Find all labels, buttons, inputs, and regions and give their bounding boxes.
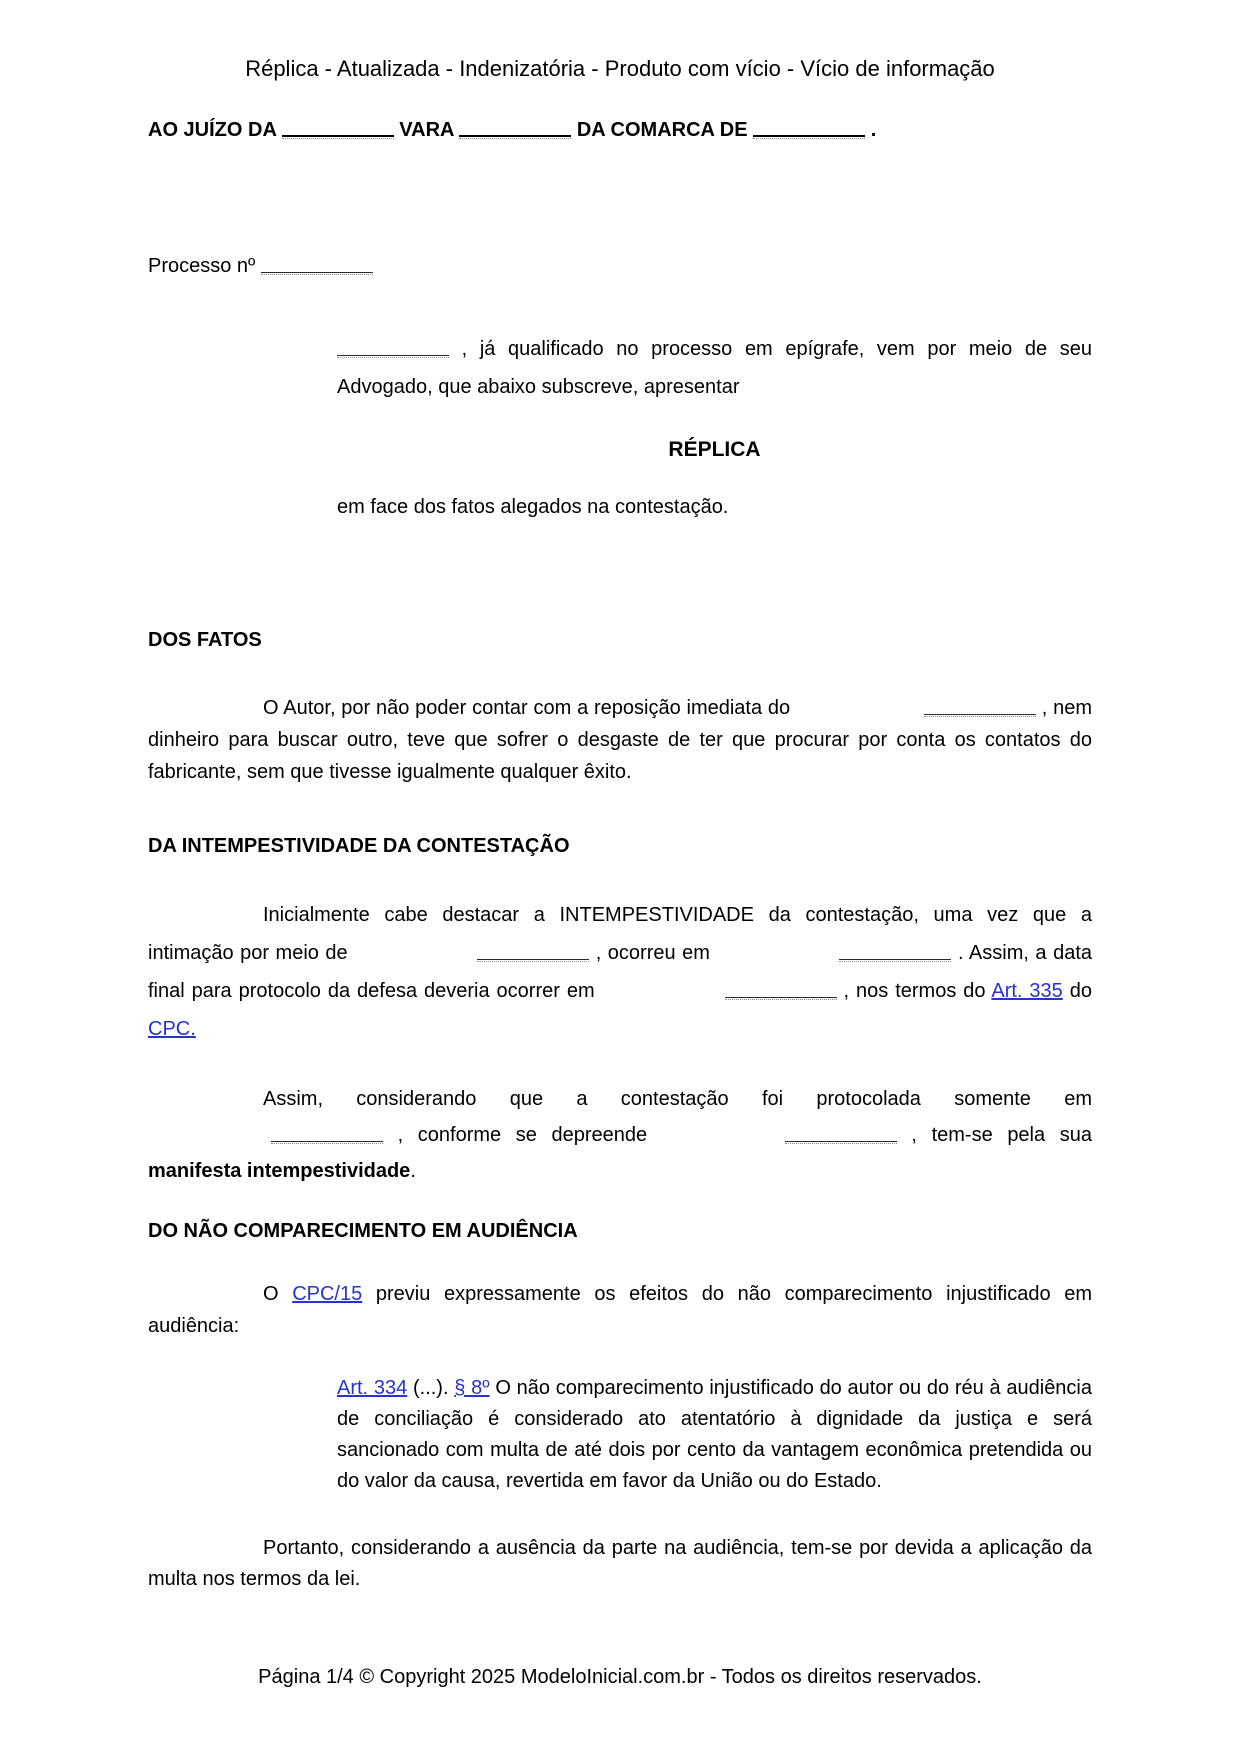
conclusion-text-4: .: [410, 1160, 416, 1182]
link-art-334[interactable]: Art. 334: [337, 1377, 408, 1399]
untimeliness-text-4: , nos termos do: [836, 980, 992, 1002]
link-art-335[interactable]: Art. 335: [991, 980, 1063, 1002]
conclusion-text-2: , conforme se depreende: [383, 1124, 662, 1146]
comarca-name-blank[interactable]: [753, 120, 865, 141]
quote-text-2: O não comparecimento injustificado do autor ou do réu à audiência de conciliação é considerado ato atentatório à dignidade da justiça e será sancionado com multa de até dois por cento da vantagem econômica pretendida ou do valor da causa, revertida em favor da União ou do Estado.: [337, 1377, 1093, 1492]
facts-paragraph: [148, 692, 1092, 788]
process-number-label: Processo nº: [148, 255, 261, 277]
untimeliness-text-1: Inicialmente cabe destacar a INTEMPESTIVIDADE da contestação, uma vez que a intimação por meio de: [148, 904, 1092, 964]
manifest-untimeliness-bold: manifesta intempestividade: [148, 1160, 411, 1182]
replica-heading: RÉPLICA: [668, 438, 761, 461]
intimation-date-blank[interactable]: [716, 943, 951, 964]
court-text-comarca: DA COMARCA DE: [571, 119, 754, 141]
heading-nao-comparecimento: DO NÃO COMPARECIMENTO EM AUDIÊNCIA: [148, 1220, 578, 1242]
conclusion-text-3: , tem-se pela sua: [896, 1124, 1092, 1146]
court-address-line: [148, 116, 1092, 144]
evidence-reference-blank[interactable]: [662, 1125, 897, 1146]
author-name-blank[interactable]: [337, 339, 449, 360]
em-face-text: em face dos fatos alegados na contestação.: [337, 496, 729, 518]
quote-text-1: (...).: [407, 1377, 455, 1399]
qualification-text: , já qualificado no processo em epígrafe, vem por meio de seu Advogado, que abaixo subscreve, apresentar: [337, 338, 1092, 398]
product-name-blank[interactable]: [796, 698, 1036, 719]
qualification-paragraph: [337, 330, 1092, 406]
link-cpc15[interactable]: CPC/15: [292, 1283, 363, 1305]
untimeliness-conclusion-paragraph: [148, 1081, 1092, 1189]
untimeliness-text-2: , ocorreu em: [589, 942, 717, 964]
vara-number-blank[interactable]: [282, 120, 394, 141]
document-title: Réplica - Atualizada - Indenizatória - Produto com vício - Vício de informação: [245, 56, 995, 81]
heading-intempestividade: DA INTEMPESTIVIDADE DA CONTESTAÇÃO: [148, 835, 570, 857]
link-paragraph-8[interactable]: § 8º: [454, 1377, 490, 1399]
em-face-line: [337, 491, 1092, 523]
intimation-method-blank[interactable]: [354, 943, 589, 964]
defense-deadline-blank[interactable]: [602, 981, 837, 1002]
court-text-vara: VARA: [393, 119, 460, 141]
penalty-text: Portanto, considerando a ausência da parte na audiência, tem-se por devida a aplicação da multa nos termos da lei.: [148, 1537, 1092, 1590]
contestation-filing-date-blank[interactable]: [148, 1125, 383, 1146]
link-cpc[interactable]: CPC.: [148, 1018, 196, 1040]
vara-type-blank[interactable]: [459, 120, 571, 141]
absence-text-2: previu expressamente os efeitos do não comparecimento injustificado em audiência:: [148, 1283, 1092, 1337]
absence-text-1: O: [263, 1283, 293, 1305]
facts-text-1: O Autor, por não poder contar com a reposição imediata do: [263, 697, 796, 719]
page-footer: Página 1/4 © Copyright 2025 ModeloInicial.com.br - Todos os direitos reservados.: [258, 1666, 982, 1688]
penalty-paragraph: [148, 1533, 1092, 1595]
court-text-period: .: [865, 119, 877, 141]
untimeliness-paragraph: [148, 896, 1092, 1048]
court-text-ao-juizo: AO JUÍZO DA: [148, 119, 282, 141]
absence-paragraph: [148, 1278, 1092, 1342]
facts-text-2: , nem dinheiro para buscar outro, teve que sofrer o desgaste de ter que procurar por conta os contatos do fabricante, sem que tivesse igualmente qualquer êxito.: [148, 697, 1093, 783]
heading-dos-fatos: DOS FATOS: [148, 629, 262, 651]
process-number-blank[interactable]: [261, 256, 373, 277]
conclusion-text-1: Assim, considerando que a contestação foi protocolada somente em: [263, 1088, 1092, 1110]
untimeliness-text-3: . Assim, a data final para protocolo da defesa deveria ocorrer em: [148, 942, 1092, 1002]
law-quote-block: [337, 1373, 1092, 1497]
untimeliness-text-5: do: [1062, 980, 1092, 1002]
process-number-line: [148, 252, 1092, 280]
